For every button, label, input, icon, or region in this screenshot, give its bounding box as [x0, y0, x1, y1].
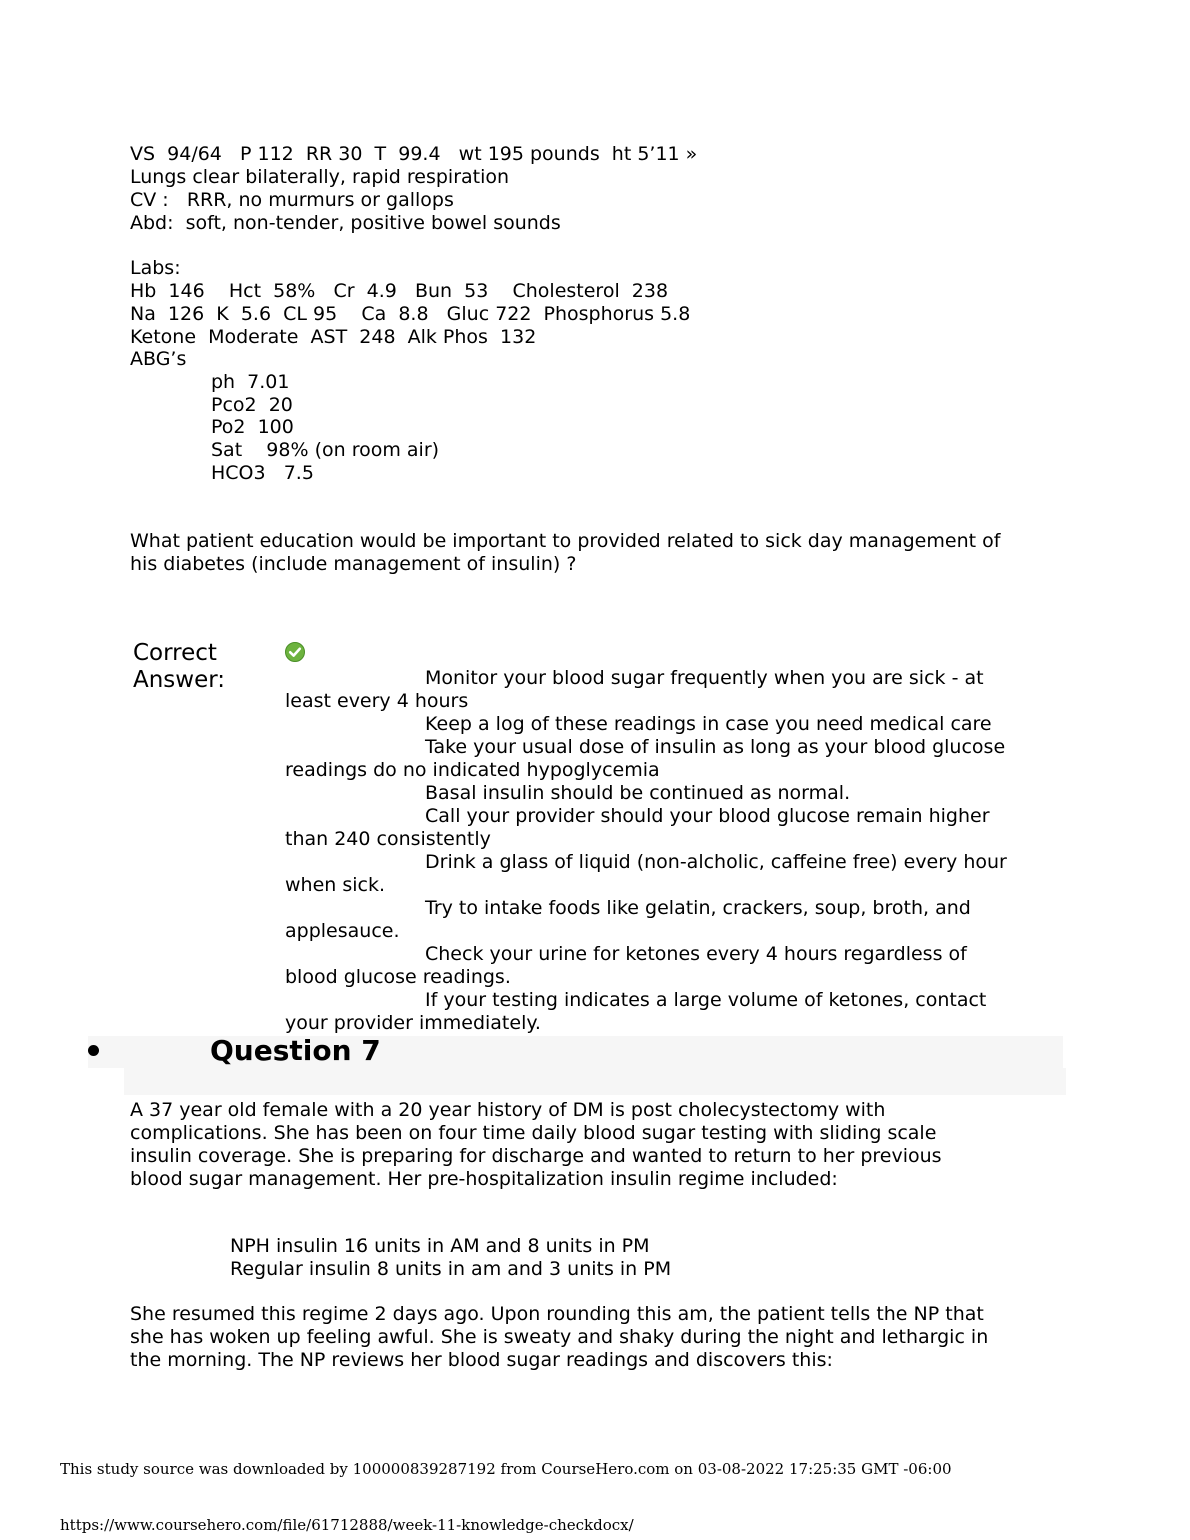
answer-item: Basal insulin should be continued as normal.: [425, 782, 851, 804]
correct-answer-list: [285, 667, 1020, 1035]
question-7-followup: She resumed this regime 2 days ago. Upon rounding this am, the patient tells the NP that she has woken up feeling awful. She is sweaty and shaky during the night and lethargic in the morning. The NP reviews her blood sugar readings and discovers this:: [130, 1303, 989, 1371]
answer-item: Drink a glass of liquid (non-alcholic, caffeine free) every hour when sick.: [285, 851, 1007, 896]
cv-line: CV : RRR, no murmurs or gallops: [130, 189, 454, 211]
source-url[interactable]: https://www.coursehero.com/file/61712888/week-11-knowledge-checkdocx/: [60, 1516, 634, 1534]
regime-line-2: Regular insulin 8 units in am and 3 units in PM: [230, 1258, 672, 1280]
question-6-prompt: What patient education would be important to provided related to sick day management of his diabetes (include management of insulin) ?: [130, 530, 1001, 575]
labs-line-1: Hb 146 Hct 58% Cr 4.9 Bun 53 Cholesterol 238: [130, 280, 669, 302]
vitals-line: VS 94/64 P 112 RR 30 T 99.4 wt 195 pounds ht 5’11 »: [130, 143, 698, 165]
abg-po2: Po2 100: [211, 416, 294, 438]
labs-line-2: Na 126 K 5.6 CL 95 Ca 8.8 Gluc 722 Phosphorus 5.8: [130, 303, 691, 325]
answer-item: Take your usual dose of insulin as long as your blood glucose readings do no indicated hypoglycemia: [285, 736, 1006, 781]
answer-item: Try to intake foods like gelatin, crackers, soup, broth, and applesauce.: [285, 897, 971, 942]
abg-ph: ph 7.01: [211, 371, 290, 393]
answer-item: If your testing indicates a large volume of ketones, contact your provider immediately.: [285, 989, 987, 1034]
correct-answer-label: Correct Answer:: [133, 640, 226, 693]
answer-item: Keep a log of these readings in case you need medical care: [425, 713, 992, 735]
labs-heading: Labs:: [130, 257, 181, 279]
answer-item: Monitor your blood sugar frequently when you are sick - at least every 4 hours: [285, 667, 984, 712]
answer-item: Call your provider should your blood glucose remain higher than 240 consistently: [285, 805, 990, 850]
question-7-title: Question 7: [210, 1034, 381, 1067]
lungs-line: Lungs clear bilaterally, rapid respiration: [130, 166, 510, 188]
bullet-icon: [88, 1045, 99, 1056]
abg-hco3: HCO3 7.5: [211, 462, 314, 484]
question-7-intro: A 37 year old female with a 20 year history of DM is post cholecystectomy with complications. She has been on four time daily blood sugar testing with sliding scale insulin coverage. She is preparing for discharge and wanted to return to her previous blood sugar management. Her pre-hospitalization insulin regime included:: [130, 1099, 942, 1190]
abg-sat: Sat 98% (on room air): [211, 439, 440, 461]
answer-item: Check your urine for ketones every 4 hours regardless of blood glucose readings.: [285, 943, 967, 988]
correct-check-icon: [285, 642, 305, 662]
regime-line-1: NPH insulin 16 units in AM and 8 units in PM: [230, 1235, 650, 1257]
abd-line: Abd: soft, non-tender, positive bowel sounds: [130, 212, 561, 234]
abg-pco2: Pco2 20: [211, 394, 293, 416]
abg-heading: ABG’s: [130, 348, 187, 370]
source-footer: This study source was downloaded by 100000839287192 from CourseHero.com on 03-08-2022 17:25:35 GMT -06:00: [60, 1460, 952, 1478]
labs-line-3: Ketone Moderate AST 248 Alk Phos 132: [130, 326, 537, 348]
question-header-band-lower: [124, 1068, 1066, 1095]
